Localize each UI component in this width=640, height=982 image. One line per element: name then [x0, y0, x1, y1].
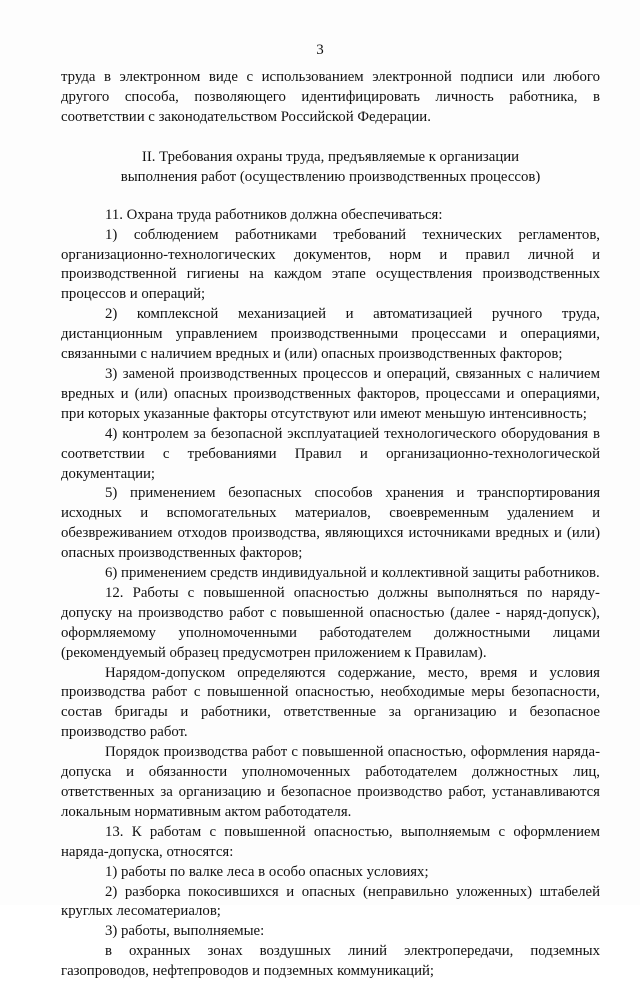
clause-11-item-1: 1) соблюдением работниками требований технических регламентов, организационно-технологических документов, норм и правил личной и производственной гигиены на каждом этапе осуществления производственных процессов и операций;	[61, 226, 600, 303]
clause-11-item-4: 4) контролем за безопасной эксплуатацией технологического оборудования в соответствии с требованиями Правил и организационно-технологической документации;	[61, 425, 600, 482]
clause-13-item-1: 1) работы по валке леса в особо опасных условиях;	[105, 863, 429, 880]
clause-11: 11. Охрана труда работников должна обеспечиваться:	[105, 206, 443, 223]
clause-13-item-2: 2) разборка покосившихся и опасных (неправильно уложенных) штабелей круглых лесоматериалов;	[61, 883, 600, 920]
clause-11-item-6: 6) применением средств индивидуальной и коллективной защиты работников.	[105, 565, 600, 582]
document-body	[61, 68, 600, 982]
section-heading-line2: выполнения работ (осуществлению производственных процессов)	[120, 168, 541, 185]
section-heading	[61, 147, 600, 187]
clause-12-paragraph-3: Порядок производства работ с повышенной опасностью, оформления наряда-допуска и обязанности уполномоченных работодателем должностных лиц, ответственных за организацию и безопасное производство работ, устанавливаются локальным нормативным актом работодателя.	[61, 744, 600, 820]
clause-11-item-3: 3) заменой производственных процессов и операций, связанных с наличием вредных и (или) опасных производственных факторов, процессами и операциями, при которых указанные факторы отсутствуют или имеют меньшую интенсивность;	[61, 365, 600, 422]
page-number: 3	[316, 42, 324, 58]
section-heading-line1: II. Требования охраны труда, предъявляемые к организации	[141, 148, 520, 165]
paragraph-intro: труда в электронном виде с использованием электронной подписи или любого другого способа, позволяющего идентифицировать личность работника, в соответствии с законодательством Российской Федерации.	[61, 69, 600, 125]
clause-12: 12. Работы с повышенной опасностью должны выполняться по наряду-допуску на производство работ с повышенной опасностью (далее - наряд-допуск), оформляемому уполномоченными работодателем должностными лицами (рекомендуемый образец предусмотрен приложением к Правилам).	[61, 584, 600, 661]
clause-13: 13. К работам с повышенной опасностью, выполняемым с оформлением наряда-допуска, относятся:	[61, 823, 600, 860]
clause-13-item-3: 3) работы, выполняемые:	[105, 923, 265, 940]
clause-13-item-3-subitem: в охранных зонах воздушных линий электропередачи, подземных газопроводов, нефтепроводов и подземных коммуникаций;	[61, 943, 600, 980]
clause-11-item-5: 5) применением безопасных способов хранения и транспортирования исходных и вспомогательных материалов, своевременным удалением и обезвреживанием отходов производства, являющихся источниками вредных и (или) опасных производственных факторов;	[61, 485, 600, 562]
clause-12-paragraph-2: Нарядом-допуском определяются содержание, место, время и условия производства работ с повышенной опасностью, необходимые меры безопасности, состав бригады и работники, ответственные за организацию и безопасное производство работ.	[61, 664, 600, 741]
clause-11-item-2: 2) комплексной механизацией и автоматизацией ручного труда, дистанционным управлением производственными процессами и операциями, связанными с наличием вредных и (или) опасных производственных факторов;	[61, 306, 600, 363]
